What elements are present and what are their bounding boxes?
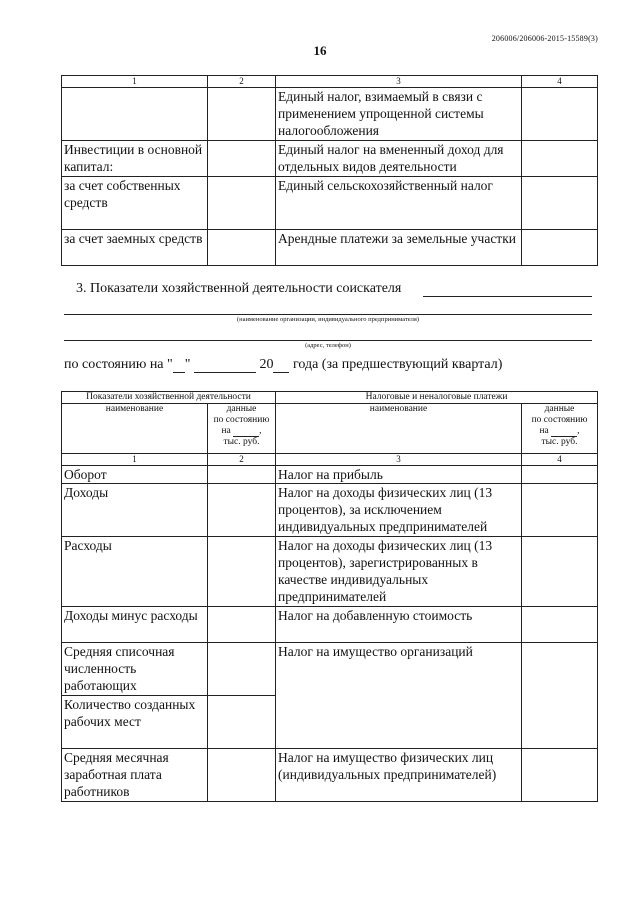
data-subheader-l3: на ,: [221, 426, 262, 436]
data-cell[interactable]: [208, 607, 276, 643]
column-number-row: [62, 454, 598, 466]
day-blank[interactable]: [173, 358, 185, 373]
section-title-text: 3. Показатели хозяйственной деятельности соискателя: [76, 281, 402, 296]
year-prefix: 20: [259, 357, 274, 372]
organization-line[interactable]: [64, 314, 592, 315]
year-blank[interactable]: [273, 358, 289, 373]
name-subheader: наименование: [62, 404, 208, 454]
indicator-label: Средняя списочная численность работающих: [62, 643, 208, 696]
col-num-2: 2: [208, 454, 276, 466]
data-cell[interactable]: [208, 537, 276, 607]
name-subheader: наименование: [276, 404, 522, 454]
applicant-name-line[interactable]: [423, 296, 592, 297]
payment-label: Налог на прибыль: [276, 466, 522, 484]
column-number-row: [62, 76, 598, 88]
subheader-date-blank[interactable]: [551, 427, 577, 437]
indicator-label: Количество созданных рабочих мест: [62, 696, 208, 749]
document-id: 206006/206006-2015-15589(3): [491, 34, 598, 43]
row-label: за счет заемных средств: [62, 230, 208, 266]
date-prefix: по состоянию на ": [64, 357, 173, 372]
payment-label: Налог на доходы физических лиц (13 процентов), за исключением индивидуальных предпринимателей: [276, 484, 522, 537]
date-quote: ": [184, 357, 191, 372]
data-cell[interactable]: [208, 141, 276, 177]
indicator-label: Оборот: [62, 466, 208, 484]
payment-label: Единый сельскохозяйственный налог: [276, 177, 522, 230]
table-row: [62, 537, 598, 607]
address-line[interactable]: [64, 340, 592, 341]
table-row: [62, 88, 598, 141]
table-row: [62, 177, 598, 230]
payments-header: Налоговые и неналоговые платежи: [276, 392, 598, 404]
data-subheader: [522, 404, 598, 454]
payment-label: Арендные платежи за земельные участки: [276, 230, 522, 266]
page-number: 16: [313, 43, 327, 58]
col-num-4: 4: [522, 454, 598, 466]
address-caption: (адрес, телефон): [305, 342, 351, 349]
col-num-1: 1: [62, 454, 208, 466]
data-subheader-l1: данные: [226, 404, 257, 414]
data-cell[interactable]: [208, 749, 276, 802]
data-cell[interactable]: [522, 484, 598, 537]
data-subheader-on: на: [539, 426, 549, 436]
subheader-row: [62, 404, 598, 454]
data-subheader-l3: на ,: [539, 426, 580, 436]
table-row: [62, 141, 598, 177]
subheader-date-blank[interactable]: [233, 427, 259, 437]
data-cell[interactable]: [522, 607, 598, 643]
indicator-label: Расходы: [62, 537, 208, 607]
data-cell[interactable]: [522, 230, 598, 266]
indicator-label: Средняя месячная заработная плата работников: [62, 749, 208, 802]
data-subheader-l1: данные: [544, 404, 575, 414]
payment-label: Налог на имущество организаций: [276, 643, 522, 749]
col-num-2: 2: [208, 76, 276, 88]
payment-label: Единый налог на вмененный доход для отдельных видов деятельности: [276, 141, 522, 177]
col-num-4: 4: [522, 76, 598, 88]
date-suffix: года (за предшествующий квартал): [292, 357, 503, 372]
organization-caption: (наименование организации, индивидуального предпринимателя): [236, 316, 420, 323]
section-title: [76, 281, 401, 297]
data-cell[interactable]: [522, 88, 598, 141]
table-row: [62, 607, 598, 643]
payment-label: Налог на добавленную стоимость: [276, 607, 522, 643]
data-cell[interactable]: [208, 466, 276, 484]
as-of-date-line: [64, 357, 502, 373]
data-cell[interactable]: [522, 537, 598, 607]
table-row: [62, 643, 598, 696]
indicator-label: Доходы: [62, 484, 208, 537]
data-cell[interactable]: [522, 466, 598, 484]
col-num-1: 1: [62, 76, 208, 88]
data-cell[interactable]: [208, 88, 276, 141]
data-cell[interactable]: [522, 141, 598, 177]
row-label: [62, 88, 208, 141]
data-subheader-on: на: [221, 426, 231, 436]
data-cell[interactable]: [208, 177, 276, 230]
row-label: за счет собственных средств: [62, 177, 208, 230]
indicator-label: Доходы минус расходы: [62, 607, 208, 643]
payment-label: Единый налог, взимаемый в связи с применением упрощенной системы налогообложения: [276, 88, 522, 141]
payment-label: Налог на имущество физических лиц (индивидуальных предпринимателей): [276, 749, 522, 802]
col-num-3: 3: [276, 454, 522, 466]
payment-label: Налог на доходы физических лиц (13 процентов), зарегистрированных в качестве индивидуальных предпринимателей: [276, 537, 522, 607]
table-row: [62, 466, 598, 484]
data-cell[interactable]: [208, 484, 276, 537]
data-subheader: [208, 404, 276, 454]
data-cell[interactable]: [208, 230, 276, 266]
col-num-3: 3: [276, 76, 522, 88]
tax-table-top: [61, 75, 598, 266]
activity-indicators-header: Показатели хозяйственной деятельности: [62, 392, 276, 404]
activity-table: [61, 391, 598, 802]
data-subheader-l2: по состоянию: [531, 415, 588, 425]
row-label: Инвестиции в основной капитал:: [62, 141, 208, 177]
data-subheader-l4: тыс. руб.: [541, 437, 578, 447]
table-row: [62, 749, 598, 802]
month-blank[interactable]: [194, 358, 256, 373]
data-cell[interactable]: [522, 749, 598, 802]
data-cell[interactable]: [522, 643, 598, 749]
data-cell[interactable]: [208, 643, 276, 696]
data-cell[interactable]: [208, 696, 276, 749]
data-subheader-l4: тыс. руб.: [223, 437, 260, 447]
data-subheader-l2: по состоянию: [213, 415, 270, 425]
table-row: [62, 230, 598, 266]
data-cell[interactable]: [522, 177, 598, 230]
table-row: [62, 484, 598, 537]
group-header-row: [62, 392, 598, 404]
